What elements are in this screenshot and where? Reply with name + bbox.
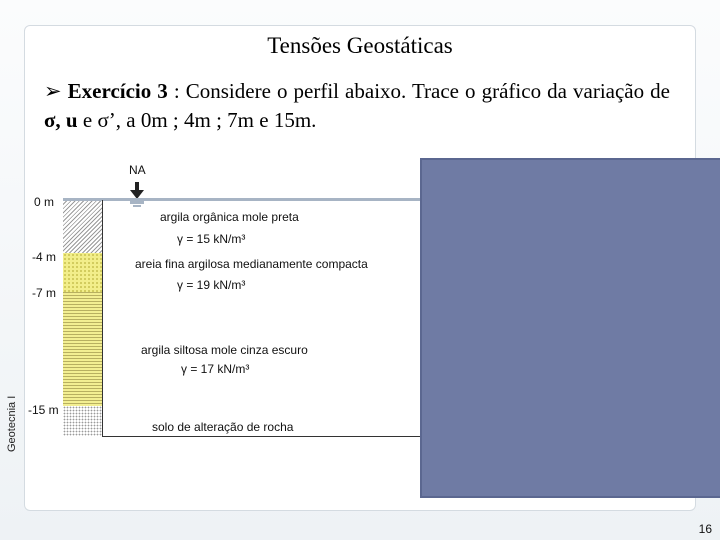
connector-text: e <box>77 108 98 132</box>
depth-label-4: -4 m <box>32 250 56 264</box>
depth-label-0: 0 m <box>34 195 55 209</box>
slide-title: Tensões Geostáticas <box>267 33 453 58</box>
exercise-statement <box>44 77 670 135</box>
statement-end: , a 0m ; 4m ; 7m e 15m. <box>115 108 317 132</box>
page-number: 16 <box>698 522 712 536</box>
sigma-effective-text: σ’ <box>97 108 116 132</box>
layer-column-sand <box>63 253 102 292</box>
layer-name-weathered-rock: solo de alteração de rocha <box>152 420 294 434</box>
water-table-label: NA <box>129 163 146 177</box>
layer-weight-organic-clay: γ = 15 kN/m³ <box>177 232 246 246</box>
sigma-u-text: σ, u <box>44 108 78 132</box>
exercise-label: Exercício 3 <box>67 79 168 103</box>
statement-start: : Considere o perfil abaixo. Trace o gráfico da variação de <box>167 79 670 103</box>
layer-weight-sand: γ = 19 kN/m³ <box>177 278 246 292</box>
bullet-arrow-icon: ➢ <box>44 79 62 103</box>
depth-label-15: -15 m <box>28 403 59 417</box>
layer-name-sand: areia fina argilosa medianamente compacta <box>135 257 368 271</box>
layer-name-organic-clay: argila orgânica mole preta <box>160 210 299 224</box>
layer-name-silty-clay: argila siltosa mole cinza escuro <box>141 343 308 357</box>
layer-column-silty-clay <box>63 292 102 406</box>
layer-column-weathered-rock <box>63 406 102 436</box>
layer-column-organic-clay <box>63 201 102 253</box>
layer-weight-silty-clay: γ = 17 kN/m³ <box>181 362 250 376</box>
soil-profile-box <box>102 200 436 437</box>
course-side-label: Geotecnia I <box>6 395 18 452</box>
graph-placeholder-panel <box>420 158 720 498</box>
depth-label-7: -7 m <box>32 286 56 300</box>
